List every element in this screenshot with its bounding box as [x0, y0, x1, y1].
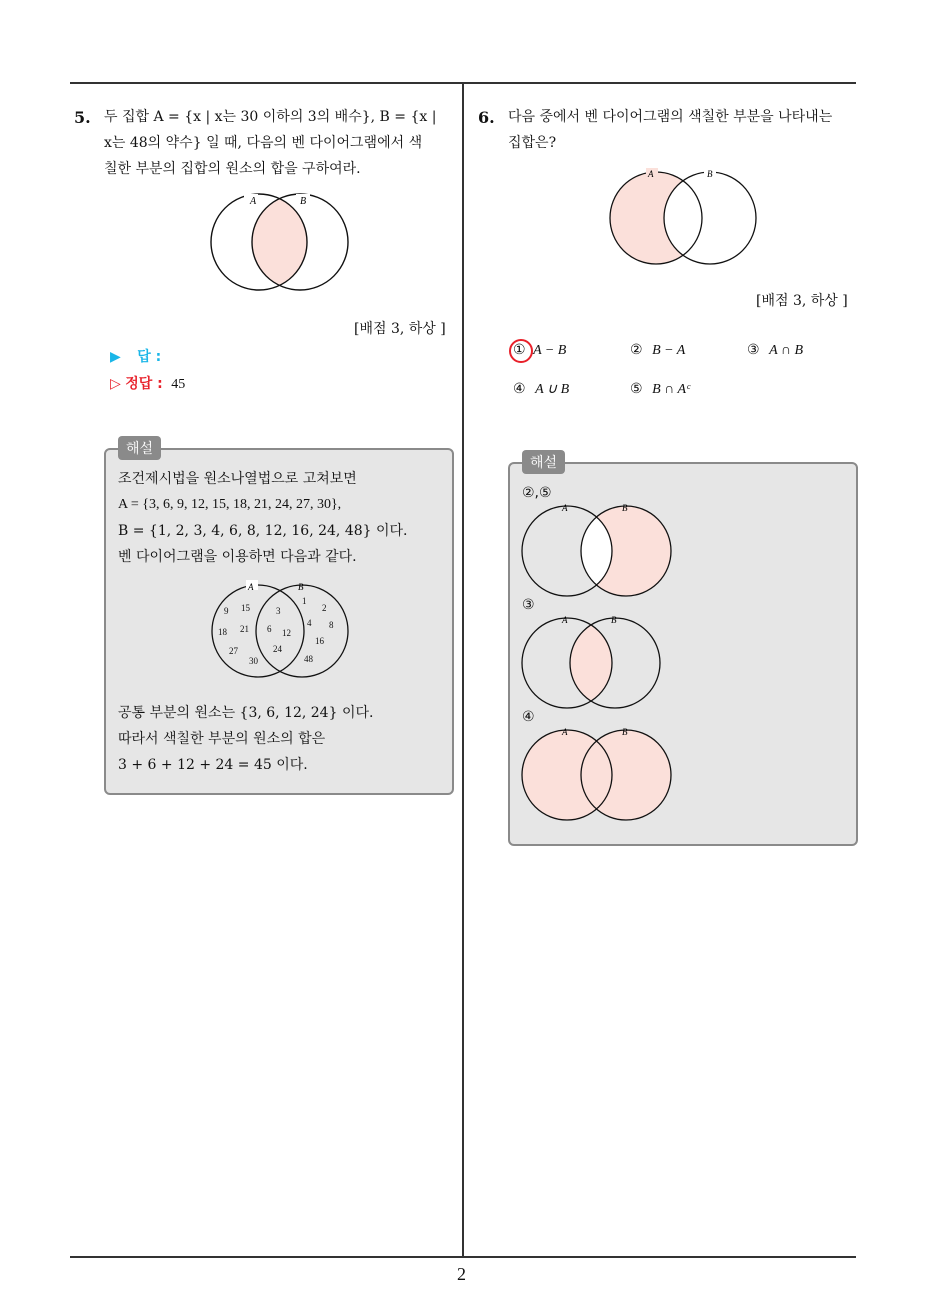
element-18: 18 — [218, 627, 227, 637]
question-5-solution-venn — [204, 580, 364, 682]
solution-line: 따라서 색칠한 부분의 원소의 합은 — [118, 731, 326, 747]
choice-text: B − A — [652, 343, 686, 358]
solution-sub-label-4: ④ — [522, 709, 535, 725]
question-6-number: 6. — [478, 108, 495, 127]
element-2: 2 — [322, 603, 327, 613]
element-15: 15 — [241, 603, 250, 613]
correct-answer-label: 정답 : — [125, 376, 163, 392]
set-b-label: B — [622, 503, 628, 513]
page-number: 2 — [457, 1264, 466, 1284]
set-a-label: A — [562, 727, 568, 737]
element-3: 3 — [276, 606, 281, 616]
question-6-venn-diagram — [604, 166, 764, 268]
question-5-meta: [배점 3, 하상 ] — [354, 321, 446, 337]
set-a-label: A — [562, 503, 568, 513]
choice-number: ④ — [513, 382, 526, 397]
element-48: 48 — [304, 654, 313, 664]
choice-number: ② — [630, 343, 643, 358]
solution-line: 3 + 6 + 12 + 24 = 45 이다. — [118, 757, 308, 773]
element-30: 30 — [249, 656, 258, 666]
choice-text: B ∩ Aᶜ — [652, 382, 690, 397]
choice-number: ① — [513, 343, 526, 358]
correct-answer-row — [110, 373, 185, 393]
set-a-label: A — [248, 582, 254, 592]
bottom-rule — [70, 1256, 856, 1258]
question-5-solution-conclusion — [118, 700, 448, 778]
question-6-meta: [배점 3, 하상 ] — [756, 293, 848, 309]
answer-row — [110, 346, 161, 366]
set-b-label: B — [707, 169, 713, 179]
choice-text: A − B — [533, 343, 567, 358]
solution-venn-a-union-b — [518, 724, 678, 824]
choice-3[interactable] — [747, 342, 803, 359]
solution-line: 조건제시법을 원소나열법으로 고쳐보면 — [118, 471, 357, 487]
column-divider — [462, 82, 464, 1258]
set-a-label: A — [648, 169, 654, 179]
solution-line: A = {3, 6, 9, 12, 15, 18, 21, 24, 27, 30}, — [118, 497, 342, 512]
set-b-label: B — [622, 727, 628, 737]
solution-line: 벤 다이어그램을 이용하면 다음과 같다. — [118, 549, 357, 565]
question-5-line: 두 집합 A = {x | x는 30 이하의 3의 배수}, B = {x | — [104, 109, 437, 125]
outline-play-icon: ▷ — [110, 376, 121, 392]
element-4: 4 — [307, 618, 312, 628]
set-a-label: A — [250, 196, 257, 207]
set-a-label: A — [562, 615, 568, 625]
choice-text: A ∩ B — [769, 343, 804, 358]
solution-venn-a-intersect-b — [518, 612, 678, 712]
choice-2[interactable] — [630, 342, 685, 359]
solution-sub-label-3: ③ — [522, 597, 535, 613]
element-16: 16 — [315, 636, 324, 646]
question-6-solution-tag: 해설 — [522, 450, 565, 474]
correct-answer-value: 45 — [171, 377, 186, 392]
question-5-line: 칠한 부분의 집합의 원소의 합을 구하여라. — [104, 161, 361, 177]
question-5-venn-diagram — [200, 190, 360, 294]
question-5-text — [104, 104, 456, 182]
solution-venn-b-minus-a — [518, 500, 678, 600]
element-12: 12 — [282, 628, 291, 638]
solution-sub-label-2-5: ②,⑤ — [522, 485, 552, 501]
question-6-line: 다음 중에서 벤 다이어그램의 색칠한 부분을 나타내는 — [508, 109, 833, 125]
choice-5[interactable] — [630, 381, 690, 398]
question-5-solution-text — [118, 466, 448, 570]
element-9: 9 — [224, 606, 229, 616]
solution-line: 공통 부분의 원소는 {3, 6, 12, 24} 이다. — [118, 705, 374, 721]
set-b-label: B — [300, 196, 307, 207]
solution-line: B = {1, 2, 3, 4, 6, 8, 12, 16, 24, 48} 이다. — [118, 523, 408, 539]
set-b-label: B — [298, 582, 304, 592]
element-21: 21 — [240, 624, 249, 634]
element-27: 27 — [229, 646, 238, 656]
set-b-label: B — [611, 615, 617, 625]
choice-number: ③ — [747, 343, 760, 358]
question-5-line: x는 48의 약수} 일 때, 다음의 벤 다이어그램에서 색 — [104, 135, 423, 151]
answer-label: 답 : — [137, 349, 162, 365]
element-24: 24 — [273, 644, 282, 654]
element-1: 1 — [302, 596, 307, 606]
question-5-solution-tag: 해설 — [118, 436, 161, 460]
choice-4[interactable] — [513, 381, 569, 398]
element-6: 6 — [267, 624, 272, 634]
choice-number: ⑤ — [630, 382, 643, 397]
play-icon: ▶ — [110, 349, 121, 365]
question-5-number: 5. — [74, 108, 91, 127]
element-8: 8 — [329, 620, 334, 630]
question-6-line: 집합은? — [508, 135, 557, 151]
question-6-text — [508, 104, 860, 156]
choice-1[interactable] — [513, 342, 566, 359]
choice-text: A ∪ B — [535, 382, 570, 397]
